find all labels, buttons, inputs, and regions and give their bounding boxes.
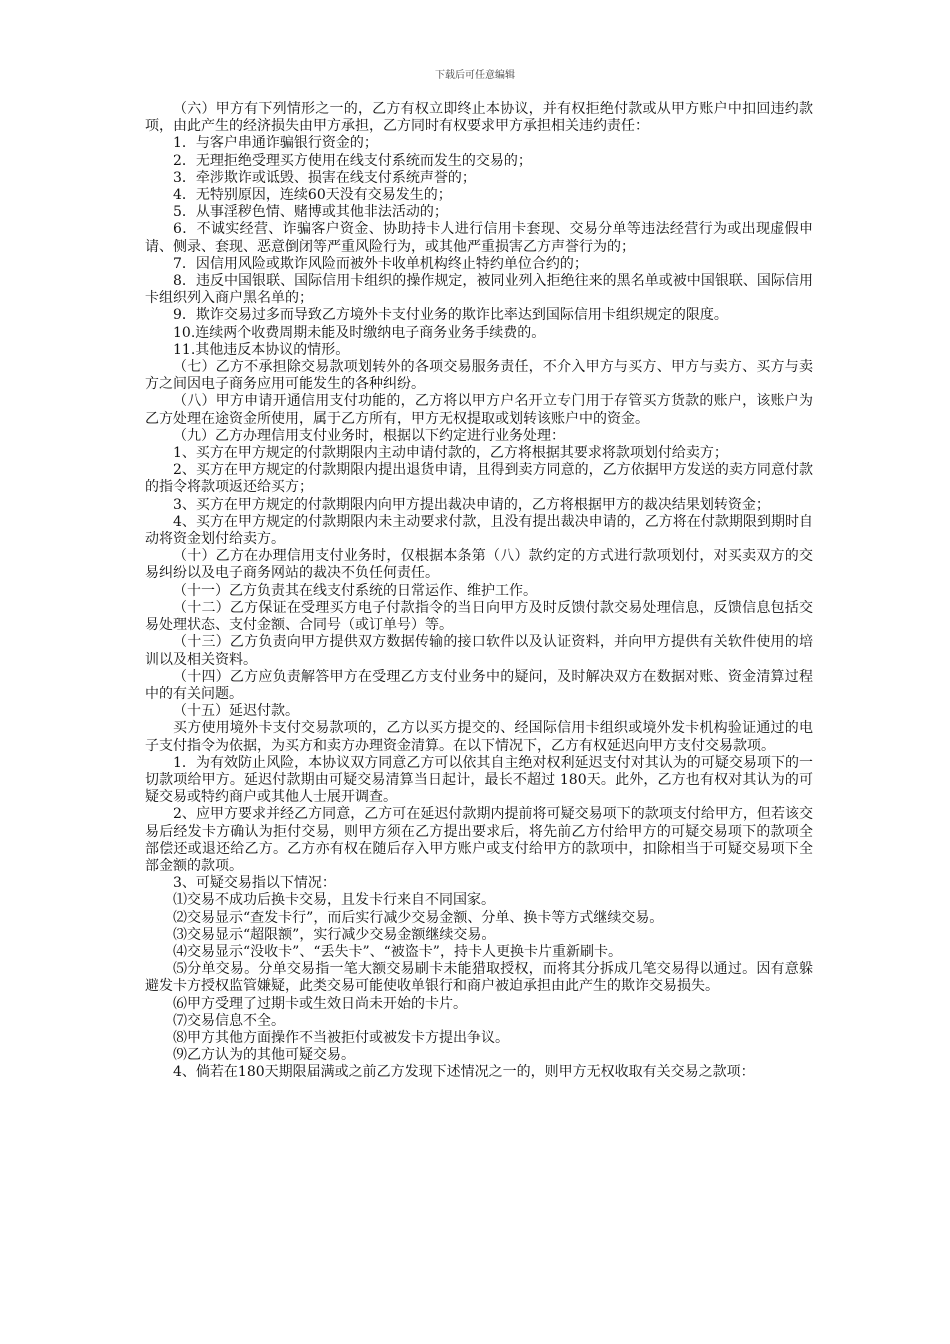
clause-6-item-10: 10.连续两个收费周期未能及时缴纳电子商务业务手续费的。 <box>173 324 546 341</box>
suspicious-item-1: ⑴交易不成功后换卡交易，且发卡行来自不同国家。 <box>173 892 495 909</box>
clause-6-item-9: 9．欺诈交易过多而导致乙方境外卡支付业务的欺诈比率达到国际信用卡组织规定的限度。 <box>173 307 728 324</box>
page-header: 下载后可任意编辑 <box>435 70 515 81</box>
clause-6-item-8: 8．违反中国银联、国际信用卡组织的操作规定，被同业列入拒绝往来的黑名单或被中国银联、国际信用卡组织列入商户黑名单的； <box>145 273 813 307</box>
clause-15: （十五）延迟付款。 <box>173 703 299 720</box>
clause-6-item-6: 6．不诚实经营、诈骗客户资金、协助持卡人进行信用卡套现、交易分单等违法经营行为或出现虚假申请、侧录、套现、恶意倒闭等严重风险行为，或其他严重损害乙方声誉行为的； <box>145 221 813 255</box>
document-body <box>145 101 813 1082</box>
suspicious-item-2: ⑵交易显示“查发卡行”，而后实行减少交易金额、分单、换卡等方式继续交易。 <box>173 909 664 926</box>
clause-9-item-4: 4、买方在甲方规定的付款期限内未主动要求付款，且没有提出裁决申请的，乙方将在付款期限到期时自动将资金划付给卖方。 <box>145 513 813 548</box>
suspicious-item-4: ⑷交易显示“没收卡”、“丢失卡”、“被盗卡”，持卡人更换卡片重新刷卡。 <box>173 943 622 960</box>
clause-13: （十三）乙方负责向甲方提供双方数据传输的接口软件以及认证资料，并向甲方提供有关软件使用的培训以及相关资料。 <box>145 634 813 668</box>
clause-6-item-3: 3．牵涉欺诈或诋毁、损害在线支付系统声誉的； <box>173 169 476 186</box>
suspicious-item-5: ⑸分单交易。分单交易指一笔大额交易刷卡未能猎取授权，而将其分拆成几笔交易得以通过。因有意躲避发卡方授权监管嫌疑，此类交易可能使收单银行和商户被迫承担由此产生的欺诈交易损失。 <box>145 961 813 995</box>
clause-9: （九）乙方办理信用支付业务时，根据以下约定进行业务处理： <box>173 427 565 444</box>
clause-14: （十四）乙方应负责解答甲方在受理乙方支付业务中的疑问，及时解决双方在数据对账、资金清算过程中的有关问题。 <box>145 668 813 702</box>
clause-15-item-1: 1．为有效防止风险，本协议双方同意乙方可以依其自主绝对权利延迟支付对其认为的可疑交易项下的一切款项给甲方。延迟付款期由可疑交易清算当日起计，最长不超过 180天。此外，乙方也有权对其认为的可疑交易或特约商户或其他人士展开调查。 <box>145 754 813 806</box>
clause-6-item-5: 5．从事淫秽色情、赌博或其他非法活动的； <box>173 204 448 221</box>
clause-6-item-11: 11.其他违反本协议的情形。 <box>173 341 350 358</box>
suspicious-item-3: ⑶交易显示“超限额”，实行减少交易金额继续交易。 <box>173 926 496 943</box>
clause-10: （十）乙方在办理信用支付业务时，仅根据本条第（八）款约定的方式进行款项划付，对买卖双方的交易纠纷以及电子商务网站的裁决不负任何责任。 <box>145 548 813 582</box>
clause-6-item-4: 4．无特别原因，连续60天没有交易发生的； <box>173 187 452 204</box>
clause-15-item-2: 2、应甲方要求并经乙方同意，乙方可在延迟付款期内提前将可疑交易项下的款项支付给甲方，但若该交易后经发卡方确认为拒付交易，则甲方须在乙方提出要求后，将先前乙方付给甲方的可疑交易项下的款项全部偿还或退还给乙方。乙方亦有权在随后存入甲方账户或支付给甲方的款项中，扣除相当于可疑交易项下全部金额的款项。 <box>145 806 813 874</box>
clause-9-item-3: 3、买方在甲方规定的付款期限内向甲方提出裁决申请的，乙方将根据甲方的裁决结果划转资金； <box>173 496 770 513</box>
clause-9-item-1: 1、买方在甲方规定的付款期限内主动申请付款的，乙方将根据其要求将款项划付给卖方； <box>173 445 728 462</box>
suspicious-item-9: ⑼乙方认为的其他可疑交易。 <box>173 1047 355 1064</box>
clause-9-item-2: 2、买方在甲方规定的付款期限内提出退货申请，且得到卖方同意的，乙方依据甲方发送的卖方同意付款的指令将款项返还给买方； <box>145 462 813 496</box>
clause-6-item-7: 7．因信用风险或欺诈风险而被外卡收单机构终止特约单位合约的； <box>173 255 588 272</box>
clause-15-intro: 买方使用境外卡支付交易款项的，乙方以买方提交的、经国际信用卡组织或境外发卡机构验证通过的电子支付指令为依据，为买方和卖方办理资金清算。在以下情况下，乙方有权延迟向甲方支付交易款项。 <box>145 720 813 754</box>
clause-6-item-2: 2．无理拒绝受理买方使用在线支付系统而发生的交易的； <box>173 152 532 169</box>
suspicious-item-7: ⑺交易信息不全。 <box>173 1012 285 1029</box>
clause-7: （七）乙方不承担除交易款项划转外的各项交易服务责任，不介入甲方与买方、甲方与卖方、买方与卖方之间因电子商务应用可能发生的各种纠纷。 <box>145 359 813 393</box>
clause-6: （六）甲方有下列情形之一的，乙方有权立即终止本协议，并有权拒绝付款或从甲方账户中扣回违约款项，由此产生的经济损失由甲方承担，乙方同时有权要求甲方承担相关违约责任： <box>145 101 813 135</box>
clause-15-item-4: 4、倘若在180天期限届满或之前乙方发现下述情况之一的，则甲方无权收取有关交易之款项： <box>173 1064 755 1081</box>
clause-12: （十二）乙方保证在受理买方电子付款指令的当日向甲方及时反馈付款交易处理信息，反馈信息包括交易处理状态、支付金额、合同号（或订单号）等。 <box>145 599 813 634</box>
clause-15-item-3: 3、可疑交易指以下情况： <box>173 875 336 892</box>
clause-8: （八）甲方申请开通信用支付功能的，乙方将以甲方户名开立专门用于存管买方货款的账户，该账户为乙方处理在途资金所使用，属于乙方所有，甲方无权提取或划转该账户中的资金。 <box>145 393 813 427</box>
clause-11: （十一）乙方负责其在线支付系统的日常运作、维护工作。 <box>173 582 537 599</box>
suspicious-item-8: ⑻甲方其他方面操作不当被拒付或被发卡方提出争议。 <box>173 1029 509 1046</box>
clause-6-item-1: 1．与客户串通诈骗银行资金的； <box>173 135 378 152</box>
suspicious-item-6: ⑹甲方受理了过期卡或生效日尚未开始的卡片。 <box>173 995 467 1012</box>
